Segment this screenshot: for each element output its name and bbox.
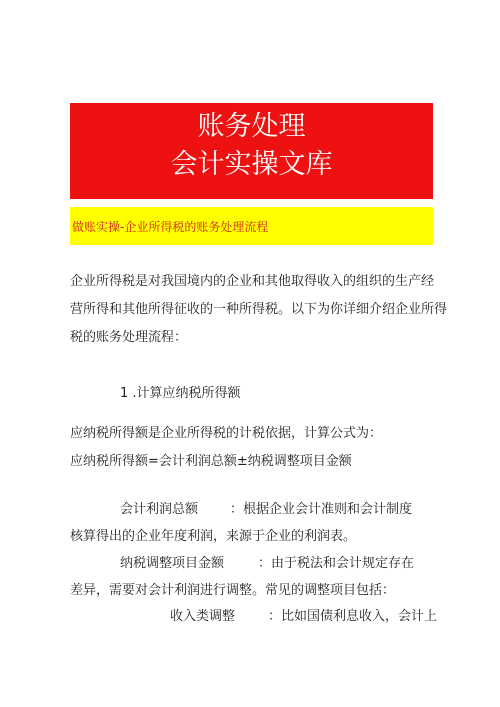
- section-heading: 1 .计算应纳税所得额: [120, 386, 241, 401]
- term-profit-desc-1: ：根据企业会计准则和会计制度: [230, 502, 413, 517]
- term-profit-label: 会计利润总额: [120, 502, 199, 517]
- section-paragraph: 应纳税所得额是企业所得税的计税依据，计算公式为：: [70, 426, 383, 441]
- title-banner: [70, 103, 433, 199]
- term-income-desc: ：比如国债利息收入，会计上: [268, 609, 438, 624]
- intro-line-3: 税的账务处理流程：: [70, 330, 188, 345]
- formula-text: 应纳税所得额=会计利润总额±纳税调整项目金额: [70, 454, 352, 469]
- term-income-label: 收入类调整: [170, 609, 236, 624]
- intro-line-1: 企业所得税是对我国境内的企业和其他取得收入的组织的生产经: [70, 274, 435, 289]
- intro-line-2: 营所得和其他所得征收的一种所得税。以下为你详细介绍企业所得: [70, 302, 448, 317]
- term-adjust-desc-2: 差异，需要对会计利润进行调整。常见的调整项目包括：: [70, 583, 396, 598]
- term-adjust-label: 纳税调整项目金额: [120, 556, 225, 571]
- subtitle-text: 做账实操-企业所得税的账务处理流程: [72, 220, 269, 234]
- subtitle-bar: [70, 207, 433, 245]
- banner-title: 账务处理: [197, 111, 306, 142]
- banner-subtitle: 会计实操文库: [170, 149, 333, 180]
- term-adjust-desc-1: ：由于税法和会计规定存在: [258, 556, 415, 571]
- term-profit-desc-2: 核算得出的企业年度利润，来源于企业的利润表。: [70, 529, 357, 544]
